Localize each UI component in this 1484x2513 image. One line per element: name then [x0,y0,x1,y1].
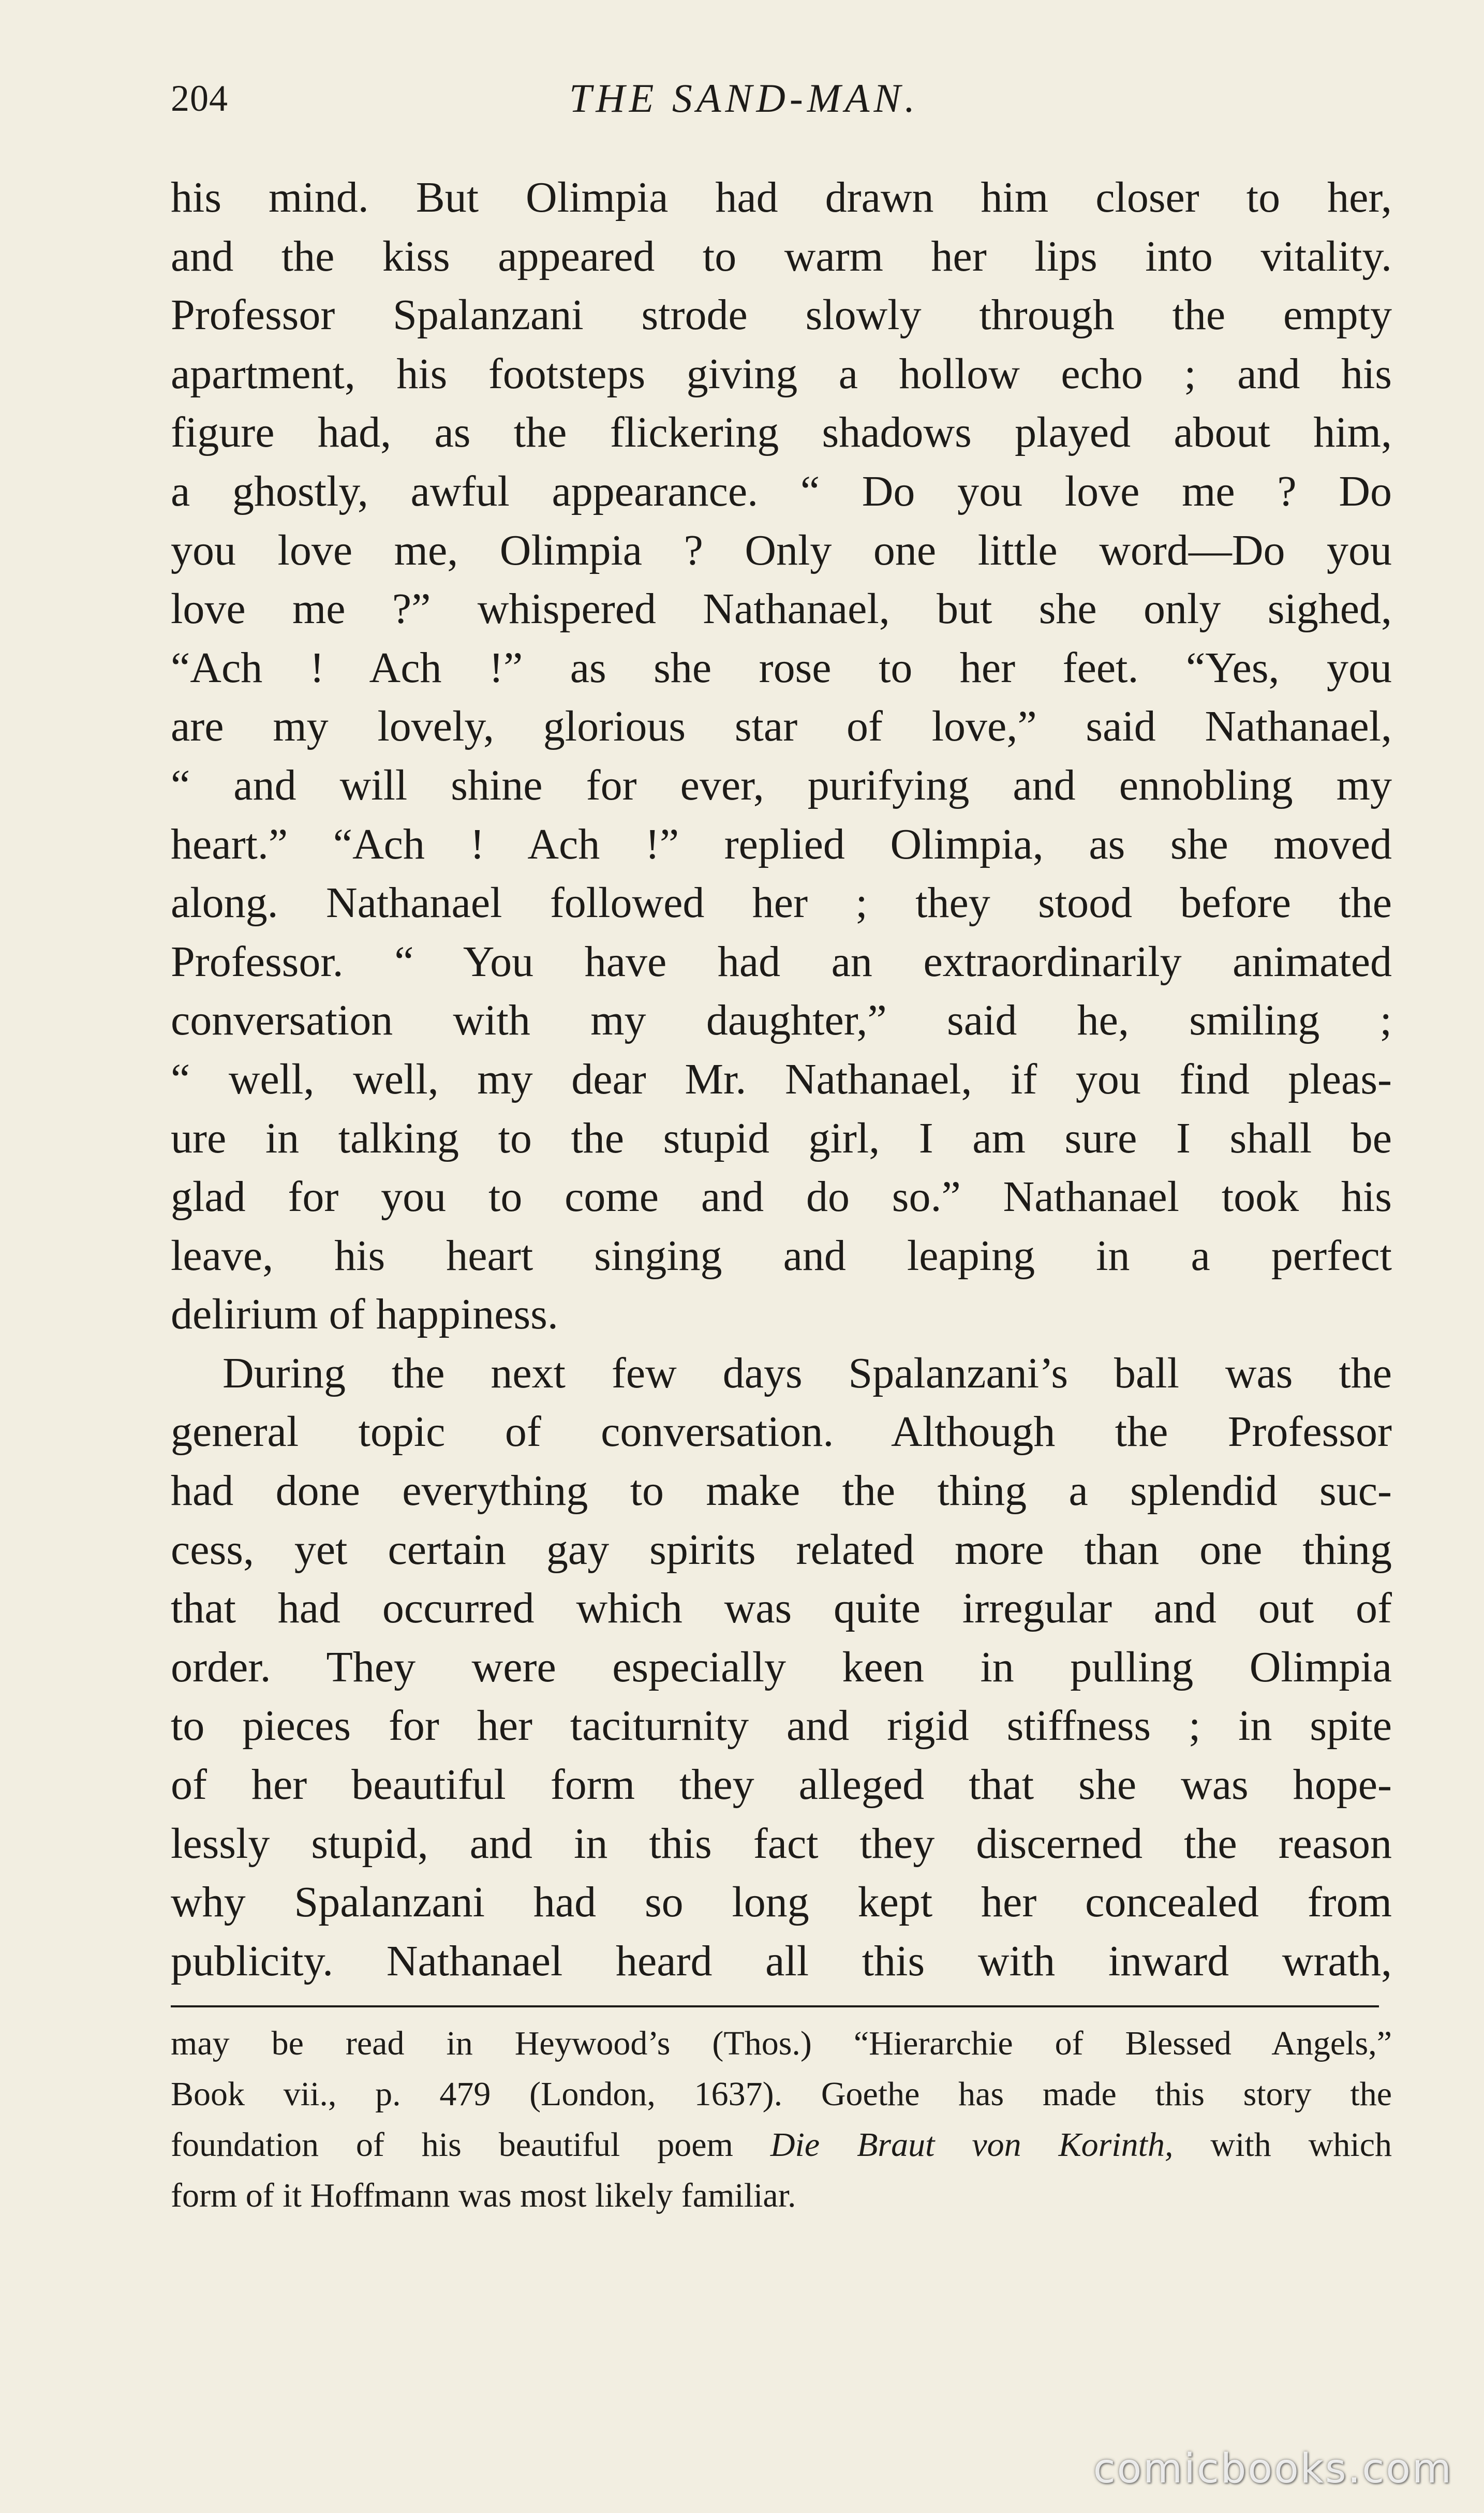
body-line: delirium of happiness. [171,1290,558,1339]
body-line: publicity. Nathanael heard all this with inward wrath, [171,1937,1392,1985]
body-line: conversation with my daughter,” said he, smiling ; [171,996,1392,1045]
body-line: order. They were especially keen in pulling Olimpia [171,1643,1392,1691]
body-line: ure in talking to the stupid girl, I am sure I shall be [171,1114,1392,1162]
footnote-line: foundation of his beautiful poem Die Braut von Korinth, with which [171,2126,1392,2164]
body-line: a ghostly, awful appearance. “ Do you love me ? Do [171,467,1392,515]
footnote [171,2018,1392,2221]
body-line: lessly stupid, and in this fact they discerned the reason [171,1819,1392,1868]
poem-title: Die Braut von Korinth, [770,2126,1174,2164]
footnote-line: may be read in Heywood’s (Thos.) “Hierarchie of Blessed Angels,” [171,2024,1392,2062]
body-line: “ well, well, my dear Mr. Nathanael, if you find pleas- [171,1055,1392,1103]
body-line: apartment, his footsteps giving a hollow echo ; and his [171,349,1392,398]
body-line: you love me, Olimpia ? Only one little word—Do you [171,526,1392,574]
body-line: heart.” “Ach ! Ach !” replied Olimpia, as she moved [171,820,1392,868]
body-text [171,168,1392,1990]
body-line: glad for you to come and do so.” Nathanael took his [171,1173,1392,1221]
footnote-divider [171,2005,1379,2007]
footnote-line: form of it Hoffmann was most likely familiar. [171,2177,796,2214]
body-line: Professor. “ You have had an extraordinarily animated [171,937,1392,986]
body-line: and the kiss appeared to warm her lips into vitality. [171,232,1392,280]
body-line: leave, his heart singing and leaping in a perfect [171,1231,1392,1280]
body-line: figure had, as the flickering shadows played about him, [171,408,1392,457]
body-line: “Ach ! Ach !” as she rose to her feet. “Yes, you [171,643,1392,692]
body-line: “ and will shine for ever, purifying and ennobling my [171,761,1392,809]
footnote-line: Book vii., p. 479 (London, 1637). Goethe has made this story the [171,2075,1392,2113]
body-line: During the next few days Spalanzani’s ball was the [222,1349,1392,1397]
body-line: that had occurred which was quite irregular and out of [171,1584,1392,1633]
running-title: THE SAND-MAN. [569,76,919,121]
body-line: to pieces for her taciturnity and rigid stiffness ; in spite [171,1702,1392,1750]
page-number: 204 [171,78,228,119]
body-line: of her beautiful form they alleged that she was hope- [171,1761,1392,1809]
body-line: why Spalanzani had so long kept her concealed from [171,1878,1392,1927]
body-line: had done everything to make the thing a splendid suc- [171,1467,1392,1515]
body-line: love me ?” whispered Nathanael, but she only sighed, [171,585,1392,633]
body-line: along. Nathanael followed her ; they stood before the [171,879,1392,927]
body-line: are my lovely, glorious star of love,” said Nathanael, [171,702,1392,751]
body-line: general topic of conversation. Although the Professor [171,1408,1392,1456]
body-line: cess, yet certain gay spirits related more than one thing [171,1525,1392,1574]
body-line: Professor Spalanzani strode slowly through the empty [171,291,1392,339]
body-line: his mind. But Olimpia had drawn him closer to her, [171,173,1392,221]
watermark: comicbooks.com [1093,2446,1453,2492]
